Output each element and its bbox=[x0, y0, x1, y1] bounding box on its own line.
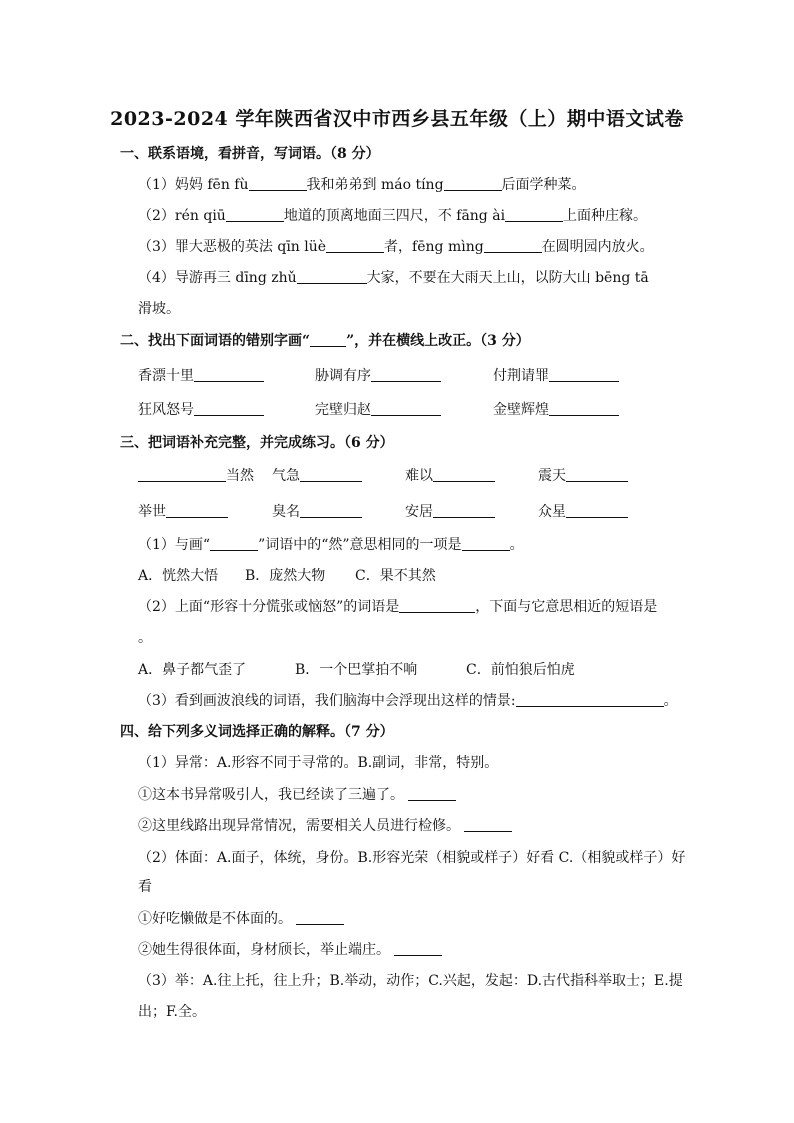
s2-word-5 bbox=[315, 400, 441, 420]
s1-q1-text-c: 后面学种菜。 bbox=[501, 177, 586, 193]
word-text: 举世 bbox=[138, 504, 166, 520]
s4-q2-item-1 bbox=[138, 909, 344, 929]
s1-q3-text-a: （3）罪大恶极的英法 qīn lüè bbox=[138, 239, 327, 255]
s3-word-4 bbox=[538, 466, 628, 486]
s3-q1-option-b: B．庞然大物 bbox=[245, 568, 326, 584]
word-text: 完壁归赵 bbox=[315, 402, 371, 418]
answer-blank[interactable] bbox=[326, 238, 384, 253]
s4-q1-item-2 bbox=[138, 816, 512, 836]
s3-q2-option-c: C．前怕狼后怕虎 bbox=[466, 662, 575, 678]
s4-question-1: （1）异常：A.形容不同于寻常的。B.副词，非常，特别。 bbox=[138, 755, 499, 771]
s1-q1-text-b: 我和弟弟到 máo tíng bbox=[306, 177, 444, 193]
s3-q1-text-b: ”词语中的“然”意思相同的一项是 bbox=[258, 537, 462, 553]
item-text: ②这里线路出现异常情况，需要相关人员进行检修。 bbox=[138, 818, 460, 834]
s1-q4-text-b: 大家，不要在大雨天上山，以防大山 bēng tā bbox=[366, 270, 649, 286]
s1-q3-text-b: 者，fēng mìng bbox=[384, 239, 484, 255]
s3-word-8 bbox=[538, 502, 628, 522]
s4-q3-continuation: 出；F.全。 bbox=[138, 1004, 206, 1020]
s2-word-1 bbox=[138, 366, 264, 386]
s3-question-2 bbox=[138, 597, 657, 617]
s3-word-6 bbox=[272, 502, 362, 522]
word-text: 胁调有序 bbox=[315, 368, 371, 384]
item-text: ②她生得很体面，身材颀长，举止端庄。 bbox=[138, 942, 390, 958]
s3-q2-option-b: B．一个巴掌拍不响 bbox=[295, 662, 418, 678]
s2-heading-text-a: 二、找出下面词语的错别字画“ bbox=[120, 333, 311, 349]
s1-q2-text-a: （2）rén qiū bbox=[138, 208, 226, 224]
section-4-heading: 四、给下列多义词选择正确的解释。（7 分） bbox=[120, 724, 394, 740]
word-text: 付荆请罪 bbox=[493, 368, 549, 384]
s3-q3-text-b: 。 bbox=[663, 693, 678, 709]
s3-word-3 bbox=[405, 466, 495, 486]
word-text: 众星 bbox=[538, 504, 566, 520]
s1-question-3 bbox=[138, 237, 654, 257]
s3-q2-text-b: ，下面与它意思相近的短语是 bbox=[475, 599, 658, 615]
s3-q1-text-c: 。 bbox=[509, 537, 524, 553]
answer-blank[interactable] bbox=[371, 401, 441, 416]
answer-blank[interactable] bbox=[371, 367, 441, 382]
answer-blank[interactable] bbox=[505, 207, 563, 222]
word-text: 香漂十里 bbox=[138, 368, 194, 384]
s3-word-5 bbox=[138, 502, 228, 522]
item-text: ①好吃懒做是不体面的。 bbox=[138, 911, 292, 927]
s1-q1-text-a: （1）妈妈 fēn fù bbox=[138, 177, 249, 193]
s3-q1-option-a: A．恍然大悟 bbox=[138, 568, 219, 584]
s3-q2-option-a: A．鼻子都气歪了 bbox=[138, 662, 247, 678]
section-1-heading: 一、联系语境，看拼音，写词语。（8 分） bbox=[120, 146, 380, 162]
word-text: 当然 bbox=[226, 468, 254, 484]
answer-blank[interactable] bbox=[549, 367, 619, 382]
s1-q2-text-b: 地道的顶离地面三四尺，不 fāng ài bbox=[283, 208, 506, 224]
s2-word-6 bbox=[493, 400, 619, 420]
s3-word-2 bbox=[272, 466, 362, 486]
s2-word-4 bbox=[138, 400, 264, 420]
answer-blank[interactable] bbox=[194, 367, 264, 382]
answer-blank[interactable] bbox=[300, 503, 362, 518]
s3-q2-continuation: 。 bbox=[138, 630, 152, 646]
s3-q1-option-c: C．果不其然 bbox=[355, 568, 436, 584]
answer-blank[interactable] bbox=[210, 536, 258, 551]
s3-question-3 bbox=[138, 691, 678, 711]
section-2-heading bbox=[120, 331, 530, 351]
answer-blank[interactable] bbox=[296, 910, 344, 925]
s4-q1-item-1 bbox=[138, 785, 456, 805]
item-text: ①这本书异常吸引人，我已经读了三遍了。 bbox=[138, 787, 404, 803]
s1-q4-continuation: 滑坡。 bbox=[138, 301, 180, 317]
answer-blank[interactable] bbox=[444, 176, 502, 191]
answer-blank[interactable] bbox=[300, 467, 362, 482]
answer-blank[interactable] bbox=[226, 207, 284, 222]
s3-word-7 bbox=[405, 502, 495, 522]
word-text: 臭名 bbox=[272, 504, 300, 520]
s1-q4-text-a: （4）导游再三 dīng zhǔ bbox=[138, 270, 297, 286]
s1-q3-text-c: 在圆明园内放火。 bbox=[541, 239, 654, 255]
s1-question-4 bbox=[138, 268, 649, 288]
s3-q2-text-a: （2）上面“形容十分慌张或恼怒”的词语是 bbox=[138, 599, 400, 615]
word-text: 震天 bbox=[538, 468, 566, 484]
s4-question-3: （3）举：A.往上托，往上升；B.举动，动作；C.兴起，发起：D.古代指科举取士；E.提 bbox=[138, 973, 683, 989]
answer-blank[interactable] bbox=[433, 467, 495, 482]
answer-blank[interactable] bbox=[297, 269, 367, 284]
s2-word-2 bbox=[315, 366, 441, 386]
page-title: 2023-2024 学年陕西省汉中市西乡县五年级（上）期中语文试卷 bbox=[110, 108, 684, 130]
s4-q2-continuation: 看 bbox=[138, 879, 152, 895]
answer-blank[interactable] bbox=[194, 401, 264, 416]
answer-blank[interactable] bbox=[549, 401, 619, 416]
s3-word-1 bbox=[138, 466, 254, 486]
section-3-heading: 三、把词语补充完整，并完成练习。（6 分） bbox=[120, 435, 394, 451]
answer-blank[interactable] bbox=[399, 598, 475, 613]
answer-blank[interactable] bbox=[394, 941, 442, 956]
s1-q2-text-c: 上面种庄稼。 bbox=[563, 208, 648, 224]
answer-blank[interactable] bbox=[166, 503, 228, 518]
answer-blank[interactable] bbox=[433, 503, 495, 518]
answer-blank[interactable] bbox=[462, 536, 510, 551]
word-text: 气急 bbox=[272, 468, 300, 484]
s4-question-2: （2）体面：A.面子，体统，身份。B.形容光荣（相貌或样子）好看 C.（相貌或样子）好 bbox=[138, 850, 686, 866]
s3-q3-text-a: （3）看到画波浪线的词语，我们脑海中会浮现出这样的情景: bbox=[138, 693, 516, 709]
s1-question-1 bbox=[138, 175, 586, 195]
word-text: 难以 bbox=[405, 468, 433, 484]
s1-question-2 bbox=[138, 206, 647, 226]
answer-blank[interactable] bbox=[566, 503, 628, 518]
s3-question-1 bbox=[138, 535, 524, 555]
s2-heading-text-b: ”，并在横线上改正。（3 分） bbox=[346, 333, 530, 349]
answer-blank[interactable] bbox=[484, 238, 542, 253]
answer-blank[interactable] bbox=[516, 692, 664, 707]
s4-q2-item-2 bbox=[138, 940, 442, 960]
heading-blank bbox=[310, 332, 346, 347]
word-text: 安居 bbox=[405, 504, 433, 520]
s2-word-3 bbox=[493, 366, 619, 386]
word-text: 金壁辉煌 bbox=[493, 402, 549, 418]
answer-blank[interactable] bbox=[566, 467, 628, 482]
answer-blank[interactable] bbox=[408, 786, 456, 801]
answer-blank[interactable] bbox=[249, 176, 307, 191]
word-text: 狂风怒号 bbox=[138, 402, 194, 418]
answer-blank[interactable] bbox=[138, 467, 226, 482]
answer-blank[interactable] bbox=[464, 817, 512, 832]
s3-q1-text-a: （1）与画“ bbox=[138, 537, 211, 553]
